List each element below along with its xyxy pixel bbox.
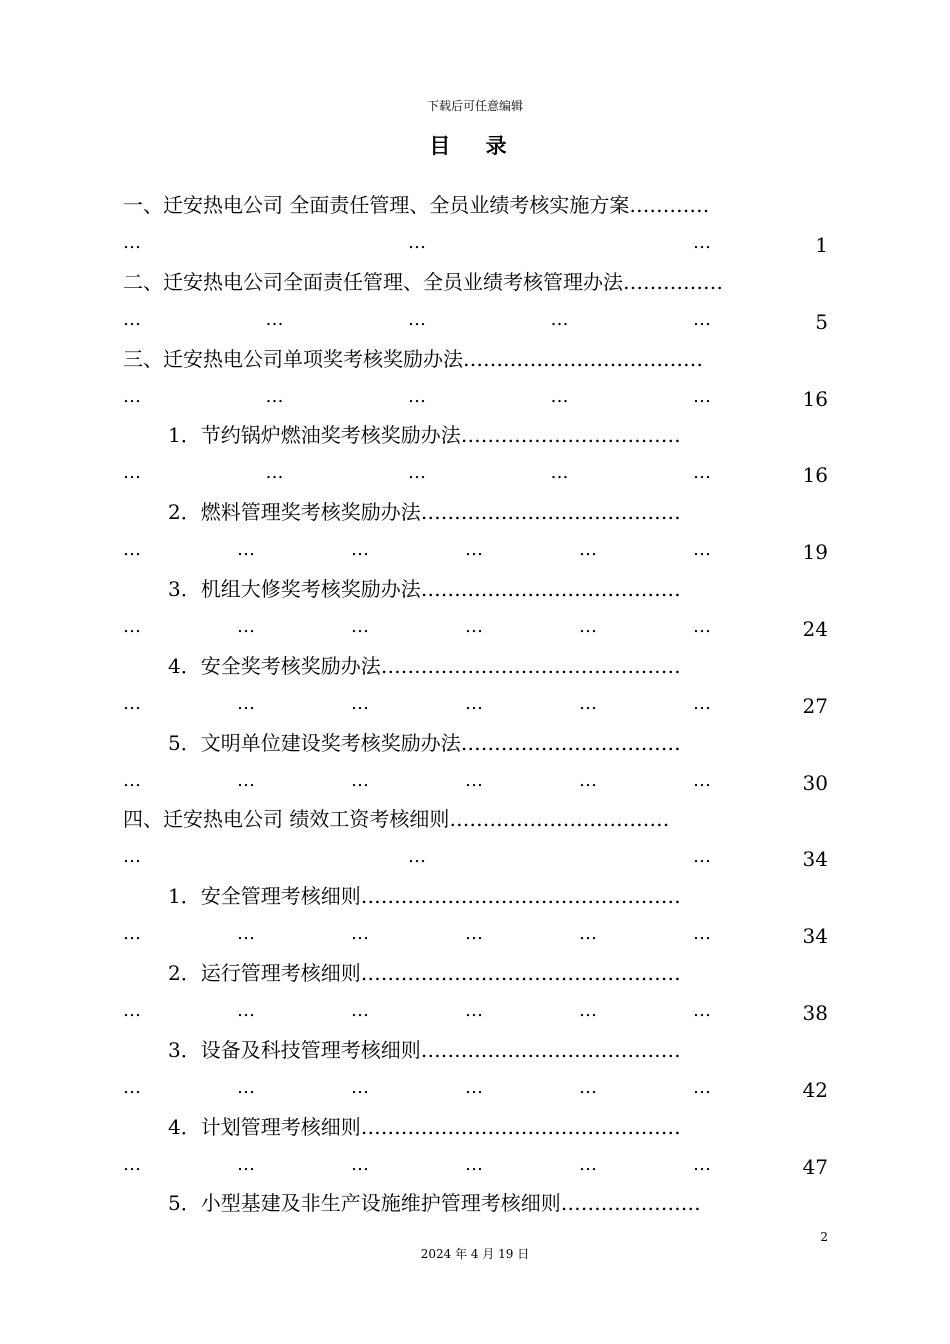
toc-entry-leader-row [123,307,828,333]
toc-entry-leader-row [123,537,828,563]
toc-entry-page: 24 [802,617,828,641]
leader-dot: … [123,1153,141,1175]
toc-entry-page: 38 [802,1001,828,1025]
toc-leader-dots [123,1075,723,1101]
leader-dot: … [123,769,141,791]
leader-dot: … [465,923,483,945]
toc-entry-title[interactable]: 四、迁安热电公司 绩效工资考核细则…………………………… [123,807,670,832]
leader-dot: … [351,769,369,791]
leader-dot: … [237,769,255,791]
toc-entry-page: 16 [802,386,828,411]
leader-dot: … [693,539,711,561]
leader-dot: … [123,232,141,253]
toc-entry-leader-row [123,921,828,947]
leader-dot: … [351,692,369,714]
leader-dot: … [123,1000,141,1021]
leader-dot: … [123,846,141,868]
toc-title: 目 录 [429,133,521,158]
toc-entry-page: 16 [802,463,828,488]
leader-dot: … [579,769,597,791]
leader-dot: … [579,692,597,714]
toc-leader-dots [123,537,723,563]
toc-entry-title[interactable]: 2．运行管理考核细则………………………………………… [168,961,681,985]
toc-leader-dots [123,614,723,640]
toc-entry-leader-row [123,691,828,717]
toc-entry-page: 47 [802,1154,828,1179]
leader-dot: … [465,1153,483,1175]
leader-dot: … [123,385,141,407]
leader-dot: … [123,616,141,637]
leader-dot: … [408,385,426,407]
toc-entry-title[interactable]: 5．小型基建及非生产设施维护管理考核细则………………… [168,1191,701,1216]
leader-dot: … [579,923,597,945]
leader-dot: … [265,462,284,484]
toc-entry-title[interactable]: 1．节约锅炉燃油奖考核奖励办法…………………………… [168,423,681,448]
leader-dot: … [465,769,483,791]
leader-dot: … [351,1153,369,1175]
leader-dot: … [693,1000,711,1021]
toc-leader-dots [123,384,723,410]
leader-dot: … [123,1076,141,1098]
leader-dot: … [237,616,255,637]
leader-dot: … [408,462,426,484]
leader-dot: … [408,232,426,253]
leader-dot: … [408,308,426,330]
toc-leader-dots [123,921,723,947]
leader-dot: … [550,462,569,484]
toc-entry-page: 5 [815,309,828,334]
leader-dot: … [550,385,569,407]
leader-dot: … [579,1153,597,1175]
leader-dot: … [351,1000,369,1021]
toc-entry-page: 42 [802,1077,828,1102]
toc-entry-leader-row [123,460,828,486]
toc-entry-title[interactable]: 二、迁安热电公司全面责任管理、全员业绩考核管理办法…………… [123,269,723,294]
toc-entry-leader-row [123,998,828,1024]
leader-dot: … [465,616,483,637]
toc-leader-dots [123,998,723,1024]
leader-dot: … [237,1076,255,1098]
toc-entry-title[interactable]: 3．机组大修奖考核奖励办法………………………………… [168,577,681,601]
toc-leader-dots [123,844,723,870]
toc-entry-leader-row [123,384,828,410]
toc-entry-title[interactable]: 4．计划管理考核细则………………………………………… [168,1114,681,1139]
toc-entry-leader-row [123,230,828,256]
leader-dot: … [465,1000,483,1021]
leader-dot: … [465,692,483,714]
toc-entry-title[interactable]: 5．文明单位建设奖考核奖励办法…………………………… [168,730,681,755]
toc-entry-page: 19 [802,540,828,565]
leader-dot: … [693,923,711,945]
leader-dot: … [693,616,711,637]
leader-dot: … [351,923,369,945]
page-header: 下载后可任意编辑 [426,99,523,113]
toc-entry-leader-row [123,844,828,870]
toc-entry-page: 34 [802,847,828,872]
leader-dot: … [465,539,483,561]
toc-entry-title[interactable]: 4．安全奖考核奖励办法……………………………………… [168,653,681,678]
leader-dot: … [123,923,141,945]
toc-entry-page: 1 [815,233,828,257]
leader-dot: … [693,846,711,868]
leader-dot: … [123,308,141,330]
toc-leader-dots [123,307,723,333]
toc-leader-dots [123,1152,723,1178]
leader-dot: … [408,846,426,868]
leader-dot: … [265,308,284,330]
leader-dot: … [123,539,141,561]
toc-entry-leader-row [123,614,828,640]
toc-entry-title[interactable]: 一、迁安热电公司 全面责任管理、全员业绩考核实施方案………… [123,193,710,217]
toc-entry-leader-row [123,1152,828,1178]
leader-dot: … [693,462,711,484]
leader-dot: … [123,462,141,484]
toc-leader-dots [123,460,723,486]
toc-leader-dots [123,768,723,794]
toc-entry-leader-row [123,768,828,794]
leader-dot: … [550,308,569,330]
toc-leader-dots [123,230,723,256]
leader-dot: … [693,769,711,791]
leader-dot: … [237,1153,255,1175]
toc-entry-page: 27 [802,693,828,718]
toc-entry-title[interactable]: 三、迁安热电公司单项奖考核奖励办法……………………………… [123,346,703,371]
leader-dot: … [351,1076,369,1098]
leader-dot: … [237,539,255,561]
leader-dot: … [693,232,711,253]
leader-dot: … [579,1000,597,1021]
leader-dot: … [579,616,597,637]
footer-date: 2024 年 4 月 19 日 [420,1247,530,1261]
toc-leader-dots [123,691,723,717]
leader-dot: … [237,692,255,714]
leader-dot: … [465,1076,483,1098]
leader-dot: … [693,1153,711,1175]
page-number: 2 [820,1230,828,1244]
leader-dot: … [579,539,597,561]
toc-entry-title[interactable]: 3．设备及科技管理考核细则………………………………… [168,1037,681,1062]
toc-entry-leader-row [123,1075,828,1101]
toc-entry-title[interactable]: 1．安全管理考核细则………………………………………… [168,884,681,909]
leader-dot: … [351,616,369,637]
leader-dot: … [693,385,711,407]
leader-dot: … [579,1076,597,1098]
leader-dot: … [123,692,141,714]
toc-entry-page: 30 [802,770,828,795]
leader-dot: … [351,539,369,561]
leader-dot: … [693,308,711,330]
leader-dot: … [237,923,255,945]
leader-dot: … [693,692,711,714]
leader-dot: … [237,1000,255,1021]
toc-entry-page: 34 [802,924,828,949]
leader-dot: … [693,1076,711,1098]
toc-entry-title[interactable]: 2．燃料管理奖考核奖励办法………………………………… [168,500,681,525]
leader-dot: … [265,385,284,407]
